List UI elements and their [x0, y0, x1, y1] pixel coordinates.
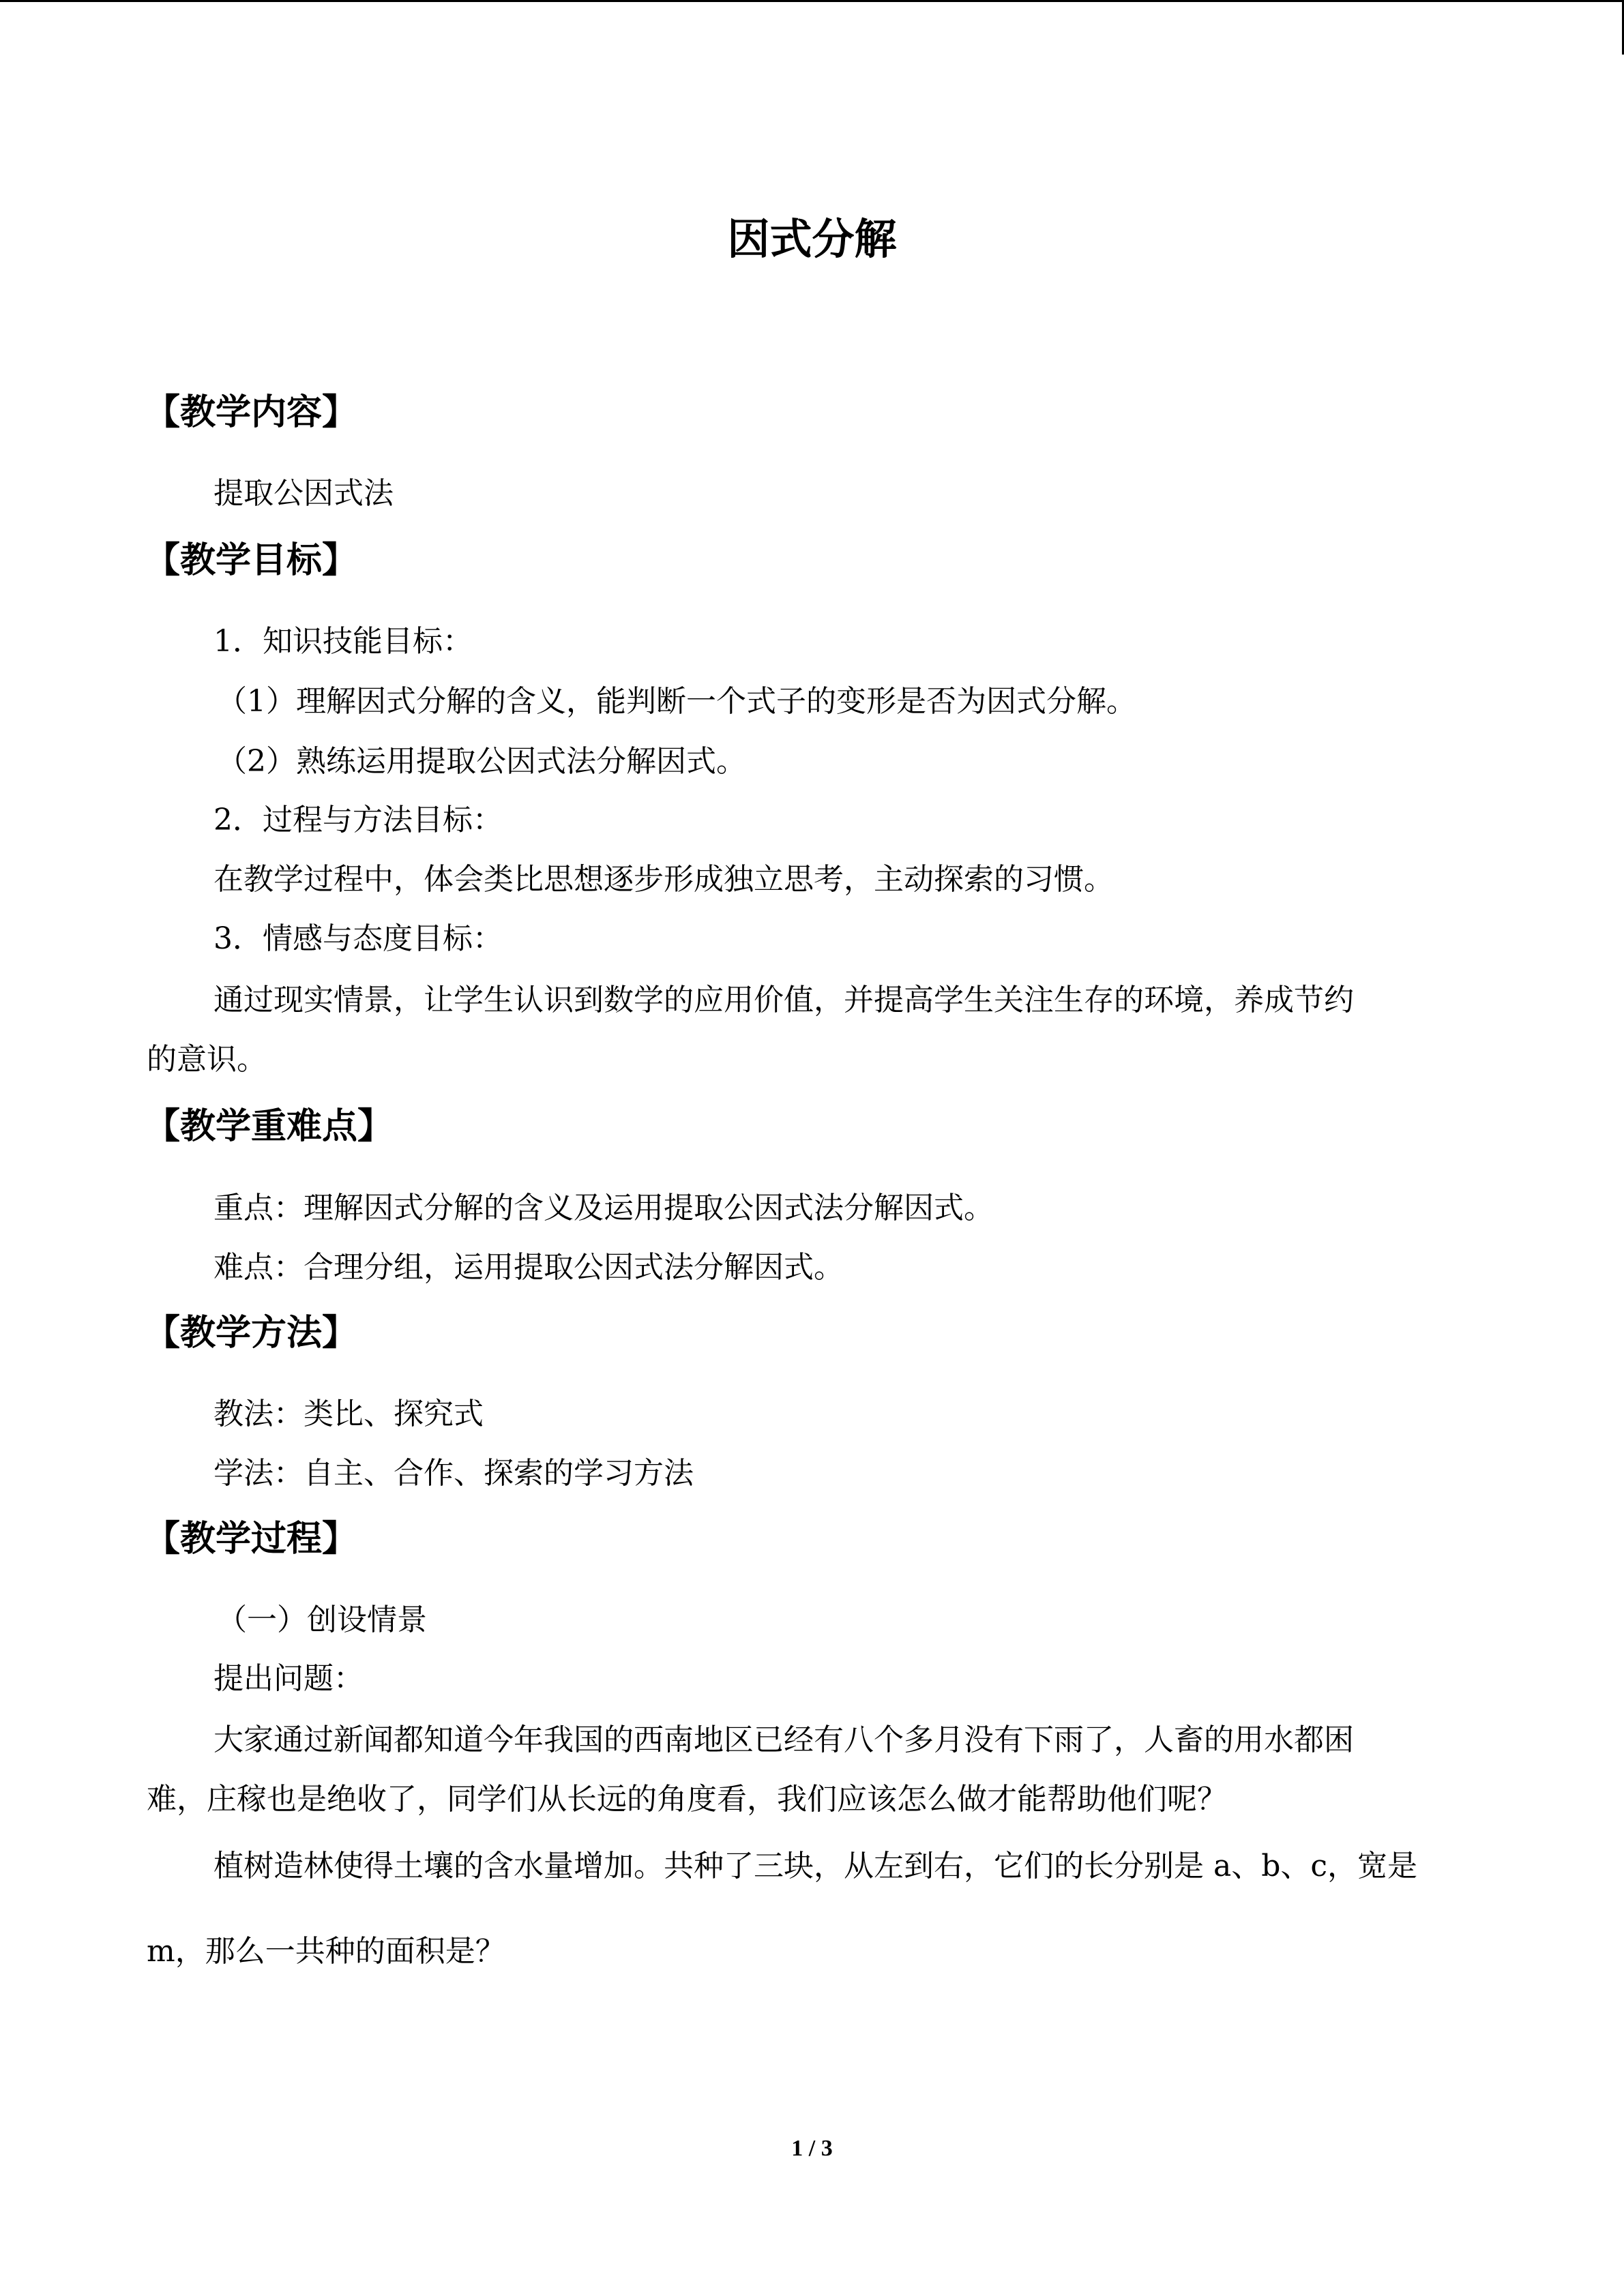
goals-line: 的意识。: [147, 1042, 267, 1077]
section-heading-goals: 【教学目标】: [145, 539, 358, 581]
goals-line: 2．过程与方法目标：: [213, 803, 503, 837]
process-line: （一）创设情景: [217, 1602, 427, 1637]
methods-line: 学法：自主、合作、探索的学习方法: [213, 1456, 694, 1491]
process-line: 提出问题：: [213, 1661, 364, 1696]
page-number: 1 / 3: [791, 2136, 833, 2161]
section-heading-keypoints: 【教学重难点】: [145, 1105, 394, 1147]
goals-line: 通过现实情景，让学生认识到数学的应用价值，并提高学生关注生存的环境，养成节约: [213, 983, 1354, 1017]
process-line: 难，庄稼也是绝收了，同学们从长远的角度看，我们应该怎么做才能帮助他们呢？: [147, 1782, 1227, 1817]
section-heading-methods: 【教学方法】: [145, 1312, 358, 1354]
process-line: m，那么一共种的面积是？: [147, 1934, 505, 1969]
keypoints-line: 重点：理解因式分解的含义及运用提取公因式法分解因式。: [213, 1191, 994, 1225]
process-line: 大家通过新闻都知道今年我国的西南地区已经有八个多月没有下雨了，人畜的用水都困: [213, 1723, 1354, 1757]
page-top-border: [0, 0, 1624, 2]
goals-line: 在教学过程中，体会类比思想逐步形成独立思考，主动探索的习惯。: [213, 862, 1114, 897]
methods-line: 教法：类比、探究式: [213, 1397, 484, 1431]
section-heading-process: 【教学过程】: [145, 1518, 358, 1560]
keypoints-line: 难点：合理分组，运用提取公因式法分解因式。: [213, 1250, 844, 1285]
content-line: 提取公因式法: [213, 476, 394, 511]
process-line: 植树造林使得土壤的含水量增加。共种了三块，从左到右，它们的长分别是 a、b、c，宽是: [213, 1849, 1418, 1883]
goals-line: 1．知识技能目标：: [213, 624, 473, 659]
section-heading-content: 【教学内容】: [145, 391, 358, 433]
goals-line: （1）理解因式分解的含义，能判断一个式子的变形是否为因式分解。: [217, 684, 1136, 719]
document-title: 因式分解: [727, 214, 897, 264]
goals-line: 3．情感与态度目标：: [213, 921, 503, 956]
goals-line: （2）熟练运用提取公因式法分解因式。: [217, 744, 746, 779]
